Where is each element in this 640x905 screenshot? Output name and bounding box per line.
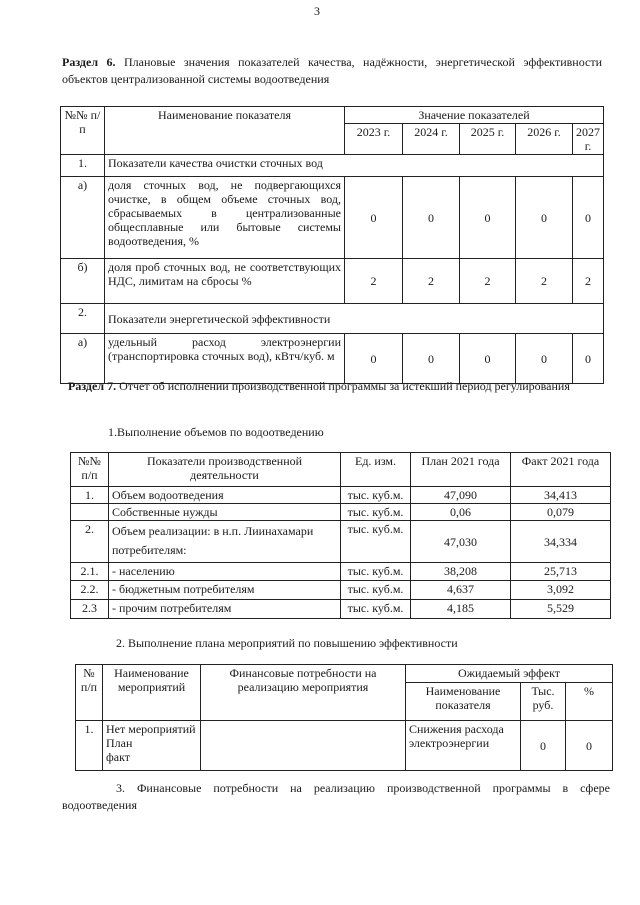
row-unit: тыс. куб.м. <box>341 563 411 581</box>
header-plan: План 2021 года <box>411 453 511 487</box>
subsection3-title: 3. Финансовые потребности на реализацию производственной программы в сфере водоотведения <box>62 781 610 812</box>
section7-label: Раздел 7. <box>68 379 117 393</box>
table-row <box>76 721 613 771</box>
row-num: 1. <box>61 155 105 177</box>
row-num: 2. <box>61 304 105 334</box>
header-indicator: Показатели производственной деятельности <box>109 453 341 487</box>
row-plan: 38,208 <box>411 563 511 581</box>
header-pct: % <box>566 683 613 721</box>
value-cell: 0 <box>573 334 604 384</box>
page-number: 3 <box>314 4 320 18</box>
value-cell: 0 <box>403 177 460 259</box>
section6-title: Плановые значения показателей качества, надёжности, энергетической эффективности объектов централизованной системы водоотведения <box>62 55 603 86</box>
section6-label: Раздел 6. <box>62 55 116 69</box>
measure-plan: План <box>106 736 133 750</box>
table-row <box>61 177 604 259</box>
header-year: 2024 г. <box>403 124 460 155</box>
header-indicator: Наименование показателя <box>406 683 521 721</box>
volumes-table <box>70 452 611 619</box>
row-indicator: Объем реализации: в н.п. Лиинахамари потребителям: <box>109 521 341 563</box>
header-year: 2027 г. <box>573 124 604 155</box>
header-num: №№ п/п <box>61 107 105 155</box>
table-row <box>61 334 604 384</box>
row-num: б) <box>61 259 105 304</box>
row-num: 1. <box>71 487 109 504</box>
value-cell: 0 <box>516 177 573 259</box>
row-fact: 3,092 <box>511 581 611 600</box>
header-effect: Ожидаемый эффект <box>406 665 613 683</box>
table-row <box>71 563 611 581</box>
row-plan: 47,090 <box>411 487 511 504</box>
header-num: №№ п/п <box>71 453 109 487</box>
value-cell: 2 <box>516 259 573 304</box>
header-name: Наименование показателя <box>105 107 345 155</box>
header-rub: Тыс. руб. <box>521 683 566 721</box>
subsection2-title: 2. Выполнение плана мероприятий по повышению эффективности <box>116 636 458 650</box>
section6-heading <box>62 54 602 88</box>
row-pct: 0 <box>566 721 613 771</box>
row-plan: 4,185 <box>411 600 511 619</box>
row-num: а) <box>61 334 105 384</box>
row-num: а) <box>61 177 105 259</box>
row-unit: тыс. куб.м. <box>341 521 411 563</box>
table-row <box>61 304 604 334</box>
row-num: 2. <box>71 521 109 563</box>
table-row <box>71 487 611 504</box>
indicator-name: удельный расход электроэнергии (транспортировка сточных вод), кВтч/куб. м <box>105 334 345 384</box>
value-cell: 0 <box>516 334 573 384</box>
row-indicator: Собственные нужды <box>109 504 341 521</box>
row-fact: 5,529 <box>511 600 611 619</box>
header-year: 2026 г. <box>516 124 573 155</box>
row-unit: тыс. куб.м. <box>341 581 411 600</box>
value-cell: 0 <box>460 334 516 384</box>
row-rub: 0 <box>521 721 566 771</box>
value-cell: 2 <box>460 259 516 304</box>
measure-name: Нет мероприятий <box>106 722 196 736</box>
row-unit: тыс. куб.м. <box>341 504 411 521</box>
measure-fact: факт <box>106 750 131 764</box>
header-unit: Ед. изм. <box>341 453 411 487</box>
value-cell: 2 <box>573 259 604 304</box>
indicator-name: доля сточных вод, не подвергающихся очистке, в общем объеме сточных вод, сбрасываемых в централизованные общесплавные или бытовые системы водоотведения, % <box>105 177 345 259</box>
table-row <box>61 155 604 177</box>
row-indicator: Снижения расхода электроэнергии <box>406 721 521 771</box>
row-indicator: Объем водоотведения <box>109 487 341 504</box>
header-values: Значение показателей <box>345 107 604 124</box>
quality-indicators-table <box>60 106 604 384</box>
value-cell: 0 <box>345 177 403 259</box>
value-cell: 0 <box>345 334 403 384</box>
table-row <box>71 504 611 521</box>
row-measure <box>103 721 201 771</box>
value-cell: 2 <box>403 259 460 304</box>
header-fact: Факт 2021 года <box>511 453 611 487</box>
header-num: № п/п <box>76 665 103 721</box>
indicator-name: доля проб сточных вод, не соответствующих НДС, лимитам на сбросы % <box>105 259 345 304</box>
row-indicator: - прочим потребителям <box>109 600 341 619</box>
table-row <box>71 521 611 563</box>
table-row <box>71 581 611 600</box>
section7-title: Отчет об исполнении производственной программы за истекший период регулирования <box>119 379 570 393</box>
row-num: 2.2. <box>71 581 109 600</box>
row-unit: тыс. куб.м. <box>341 487 411 504</box>
value-cell: 0 <box>460 177 516 259</box>
group-name: Показатели качества очистки сточных вод <box>105 155 604 177</box>
row-indicator: - населению <box>109 563 341 581</box>
value-cell: 0 <box>573 177 604 259</box>
header-name: Наименование мероприятий <box>103 665 201 721</box>
table-row <box>61 259 604 304</box>
row-num: 1. <box>76 721 103 771</box>
row-indicator: - бюджетным потребителям <box>109 581 341 600</box>
row-fact: 25,713 <box>511 563 611 581</box>
row-unit: тыс. куб.м. <box>341 600 411 619</box>
header-year: 2023 г. <box>345 124 403 155</box>
section7-heading <box>68 378 608 395</box>
row-plan: 47,030 <box>411 521 511 563</box>
row-num <box>71 504 109 521</box>
row-plan: 4,637 <box>411 581 511 600</box>
value-cell: 0 <box>403 334 460 384</box>
efficiency-measures-table <box>75 664 613 771</box>
row-num: 2.3 <box>71 600 109 619</box>
row-plan: 0,06 <box>411 504 511 521</box>
table-row <box>71 600 611 619</box>
value-cell: 2 <box>345 259 403 304</box>
row-fact: 0,079 <box>511 504 611 521</box>
header-year: 2025 г. <box>460 124 516 155</box>
group-name: Показатели энергетической эффективности <box>105 304 604 334</box>
row-finance <box>201 721 406 771</box>
row-fact: 34,334 <box>511 521 611 563</box>
row-num: 2.1. <box>71 563 109 581</box>
subsection1-title: 1.Выполнение объемов по водоотведению <box>108 425 324 439</box>
row-fact: 34,413 <box>511 487 611 504</box>
header-finance: Финансовые потребности на реализацию мероприятия <box>201 665 406 721</box>
